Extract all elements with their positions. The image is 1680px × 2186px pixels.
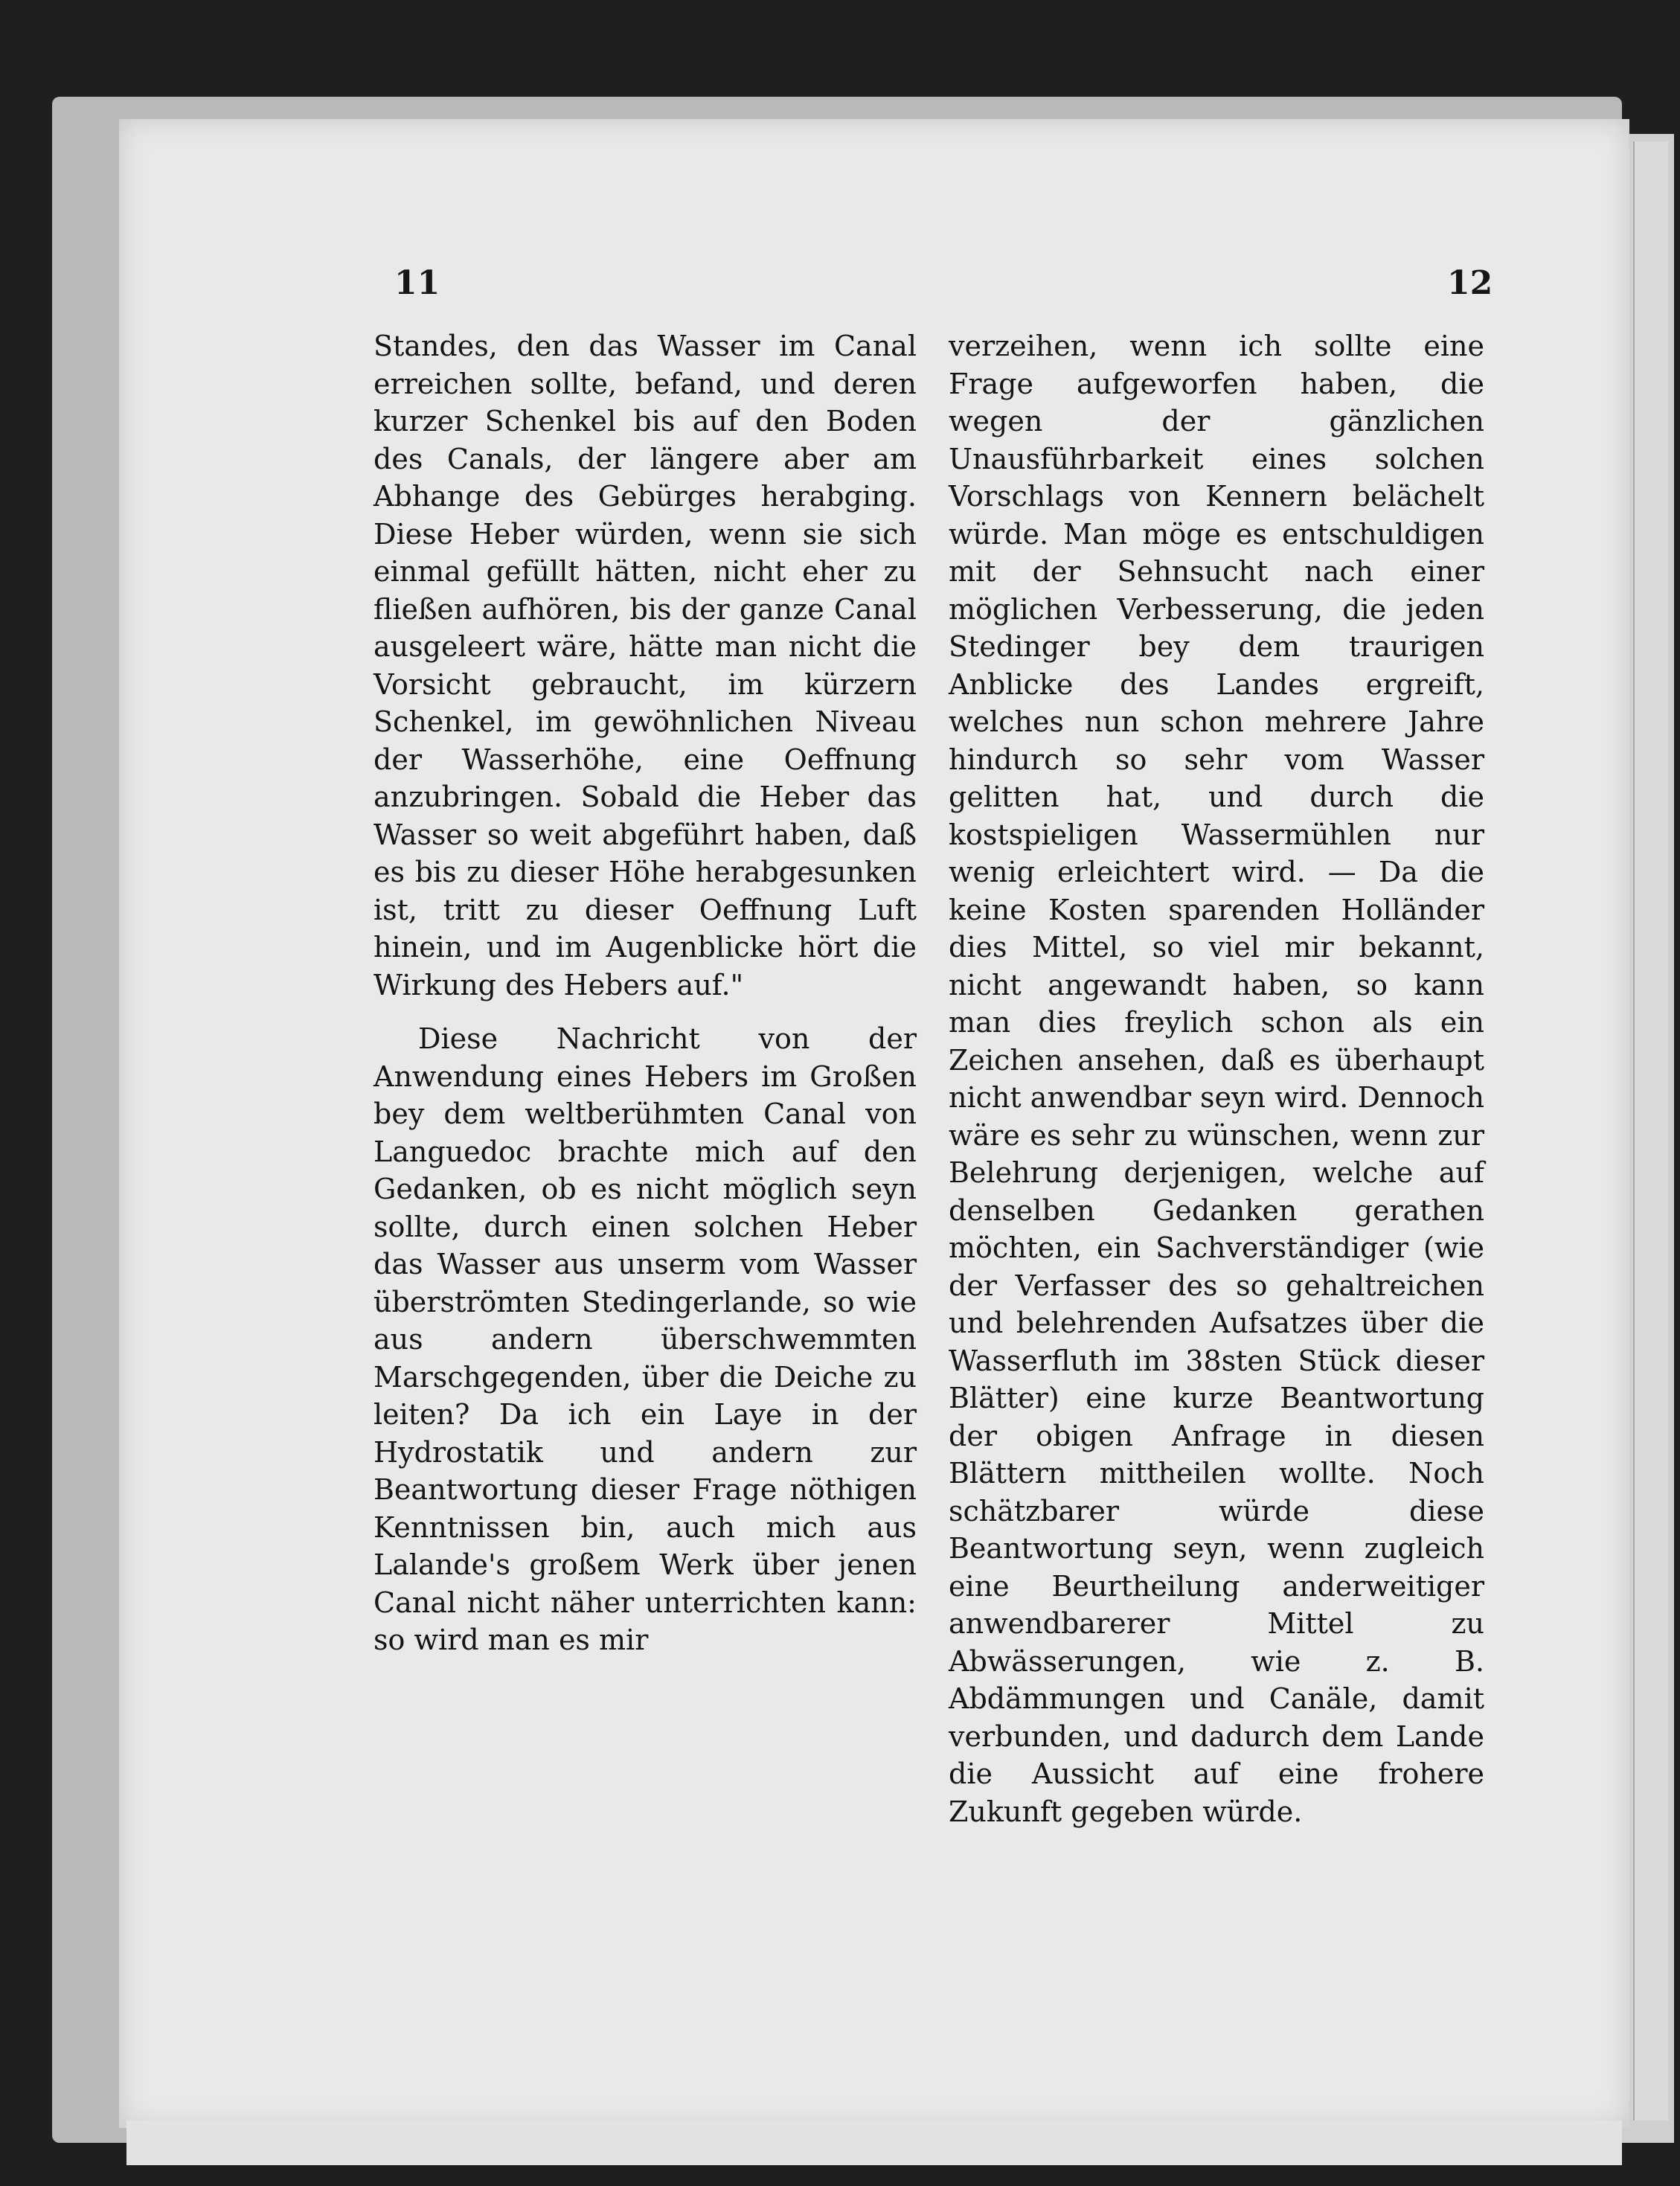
right-page-number: 12: [1447, 264, 1493, 302]
left-paragraph-1: Standes, den das Wasser im Canal erreichen sollte, befand, und deren kurzer Schenkel bis auf den Boden des Canals, der längere aber am Abhange des Gebürges herabging. Diese Heber würden, wenn sie sich einmal gefüllt hätten, nicht eher zu fließen aufhören, bis der ganze Canal ausgeleert wäre, hätte man nicht die Vorsicht gebraucht, im kürzern Schenkel, im gewöhnlichen Niveau der Wasserhöhe, eine Oeffnung anzubringen. Sobald die Heber das Wasser so weit abgeführt haben, daß es bis zu dieser Höhe herabgesunken ist, tritt zu dieser Oeffnung Luft hinein, und im Augenblicke hört die Wirkung des Hebers auf.": [373, 330, 917, 1001]
right-paragraph-1: verzeihen, wenn ich sollte eine Frage aufgeworfen haben, die wegen der gänzlichen Unausführbarkeit eines solchen Vorschlags von Kennern belächelt würde. Man möge es entschuldigen mit der Sehnsucht nach einer möglichen Verbesserung, die jeden Stedinger bey dem traurigen Anblicke des Landes ergreift, welches nun schon mehrere Jahre hindurch so sehr vom Wasser gelitten hat, und durch die kostspieligen Wassermühlen nur wenig erleichtert wird. — Da die keine Kosten sparenden Holländer dies Mittel, so viel mir bekannt, nicht angewandt haben, so kann man dies freylich schon als ein Zeichen ansehen, daß es überhaupt nicht anwendbar seyn wird. Dennoch wäre es sehr zu wünschen, wenn zur Belehrung derjenigen, welche auf denselben Gedanken gerathen möchten, ein Sachverständiger (wie der Verfasser des so gehaltreichen und belehrenden Aufsatzes über die Wasserfluth im 38sten Stück dieser Blätter) eine kurze Beantwortung der obigen Anfrage in diesen Blättern mittheilen wollte. Noch schätzbarer würde diese Beantwortung seyn, wenn zugleich eine Beurtheilung anderweitiger anwendbarerer Mittel zu Abwässerungen, wie z. B. Abdämmungen und Canäle, damit verbunden, und dadurch dem Lande die Aussicht auf eine frohere Zukunft gegeben würde.: [949, 330, 1484, 1828]
page-bottom-edge: [126, 2121, 1622, 2165]
right-text-column: [949, 327, 1484, 1830]
left-text-column: [373, 327, 917, 1659]
left-page-number: 11: [394, 264, 440, 302]
page-edge-strip: [1633, 141, 1668, 2121]
left-paragraph-2: Diese Nachricht von der Anwendung eines Hebers im Großen bey dem weltberühmten Canal von Languedoc brachte mich auf den Gedanken, ob es nicht möglich seyn sollte, durch einen solchen Heber das Wasser aus unserm vom Wasser überströmten Stedingerlande, so wie aus andern überschwemmten Marschgegenden, über die Deiche zu leiten? Da ich ein Laye in der Hydrostatik und andern zur Beantwortung dieser Frage nöthigen Kenntnissen bin, auch mich aus Lalande's großem Werk über jenen Canal nicht näher unterrichten kann: so wird man es mir: [373, 1022, 917, 1656]
